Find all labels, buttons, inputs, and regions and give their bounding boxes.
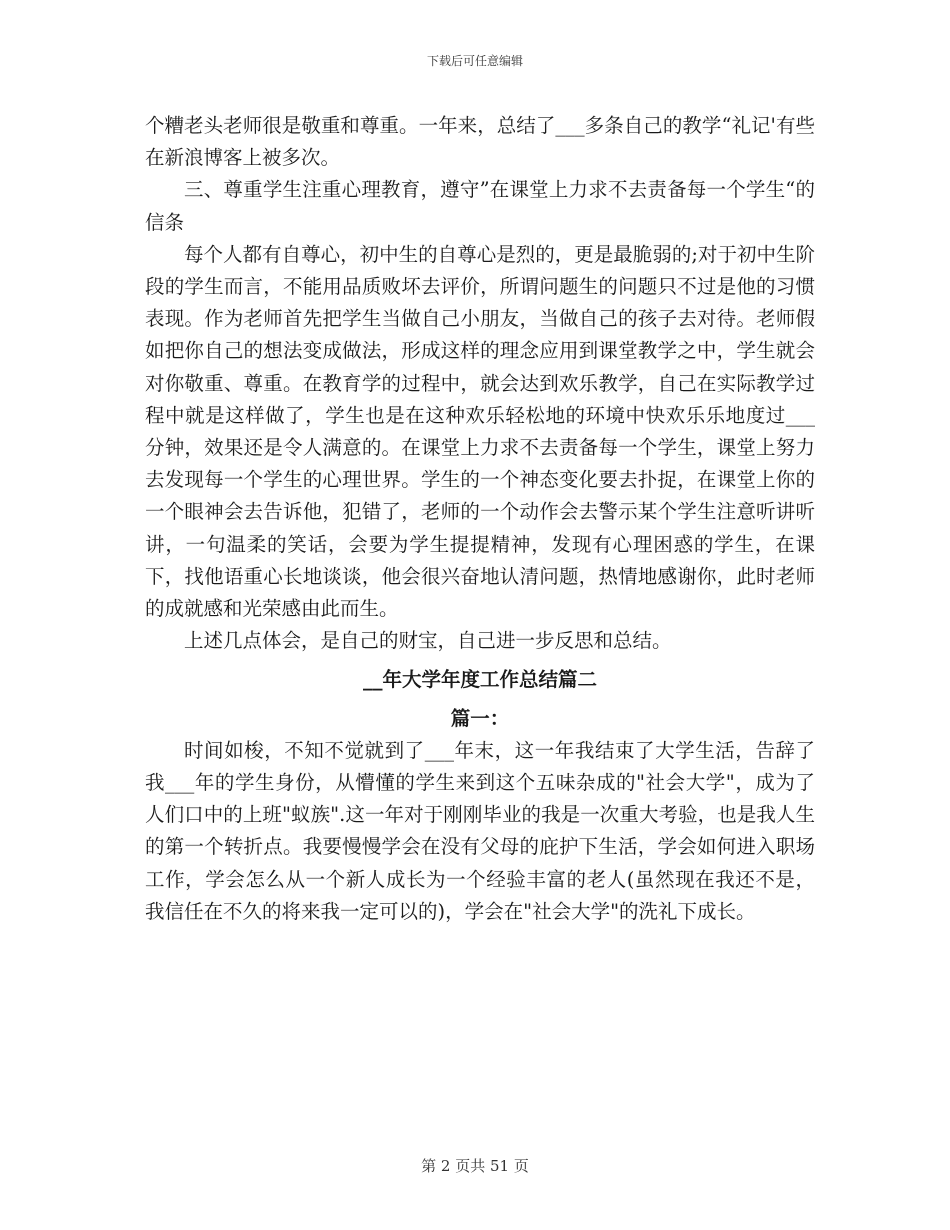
- paragraph: 个糟老头老师很是敬重和尊重。一年来，总结了___多条自己的教学“礼记'有些在新浪博客上被多次。: [145, 114, 815, 170]
- paragraph: 时间如梭，不知不觉就到了___年末，这一年我结束了大学生活，告辞了我___年的学生身份，从懵懂的学生来到这个五味杂成的"社会大学"，成为了人们口中的上班"蚁族".这一年对于刚刚毕业的我是一次重大考验，也是我人生的第一个转折点。我要慢慢学会在没有父母的庇护下生活，学会如何进入职场工作，学会怎么从一个新人成长为一个经验丰富的老人(虽然现在我还不是，我信任在不久的将来我一定可以的)，学会在"社会大学"的洗礼下成长。: [145, 738, 815, 923]
- page-header: 下载后可任意编辑: [426, 54, 523, 68]
- section-title: __年大学年度工作总结篇二: [362, 668, 597, 692]
- page-footer: 第 2 页共 51 页: [421, 1157, 529, 1175]
- subsection-title: 篇一：: [450, 706, 510, 730]
- paragraph: 上述几点体会，是自己的财宝，自己进一步反思和总结。: [184, 629, 672, 653]
- paragraph: 每个人都有自尊心，初中生的自尊心是烈的，更是最脆弱的;对于初中生阶段的学生而言，不能用品质败坏去评价，所谓问题生的问题只不过是他的习惯表现。作为老师首先把学生当做自己小朋友，当做自己的孩子去对待。老师假如把你自己的想法变成做法，形成这样的理念应用到课堂教学之中，学生就会对你敬重、尊重。在教育学的过程中，就会达到欢乐教学，自己在实际教学过程中就是这样做了，学生也是在这种欢乐轻松地的环境中快欢乐乐地度过___分钟，效果还是令人满意的。在课堂上力求不去责备每一个学生，课堂上努力去发现每一个学生的心理世界。学生的一个神态变化要去扑捉，在课堂上你的一个眼神会去告诉他，犯错了，老师的一个动作会去警示某个学生注意听讲听讲，一句温柔的笑话，会要为学生提提精神，发现有心理困惑的学生，在课下，找他语重心长地谈谈，他会很兴奋地认清问题，热情地感谢你，此时老师的成就感和光荣感由此而生。: [145, 242, 815, 621]
- document-body: [145, 110, 815, 928]
- paragraph-heading: 三、尊重学生注重心理教育，遵守”在课堂上力求不去责备每一个学生“的信条: [145, 178, 815, 234]
